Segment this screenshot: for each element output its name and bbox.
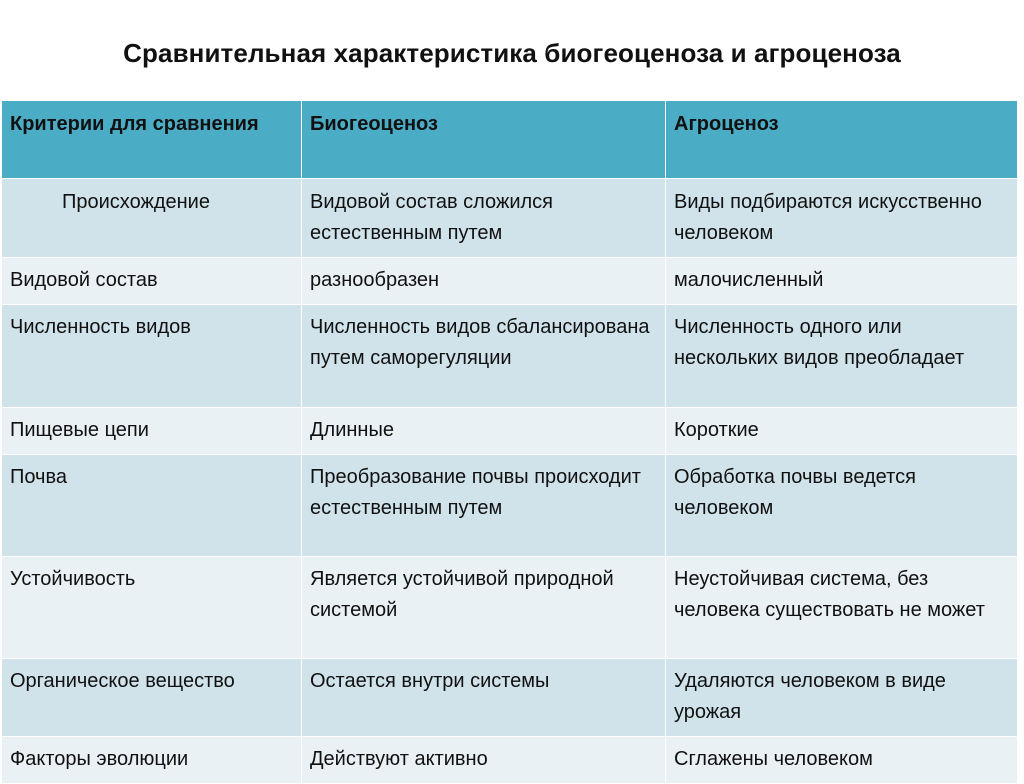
table-row [2, 305, 1018, 408]
biogeocenosis-cell: Остается внутри системы [302, 659, 666, 737]
agrocenosis-cell: Короткие [666, 408, 1018, 455]
table-row [2, 408, 1018, 455]
biogeocenosis-cell: Действуют активно [302, 737, 666, 784]
criterion-cell: Численность видов [2, 305, 302, 408]
header-agrocenosis: Агроценоз [666, 101, 1018, 179]
criterion-cell: Почва [2, 455, 302, 557]
agrocenosis-cell: Численность одного или нескольких видов преобладает [666, 305, 1018, 408]
criterion-cell: Факторы эволюции [2, 737, 302, 784]
agrocenosis-cell: Сглажены человеком [666, 737, 1018, 784]
criterion-cell: Органическое вещество [2, 659, 302, 737]
agrocenosis-cell: Обработка почвы ведется человеком [666, 455, 1018, 557]
biogeocenosis-cell: Является устойчивой природной системой [302, 557, 666, 659]
table-row [2, 179, 1018, 258]
header-criteria: Критерии для сравнения [2, 101, 302, 179]
agrocenosis-cell: Удаляются человеком в виде урожая [666, 659, 1018, 737]
table-row [2, 455, 1018, 557]
criterion-cell: Происхождение [2, 179, 302, 258]
criterion-cell: Пищевые цепи [2, 408, 302, 455]
criterion-cell: Устойчивость [2, 557, 302, 659]
header-biogeocenosis: Биогеоценоз [302, 101, 666, 179]
agrocenosis-cell: Неустойчивая система, без человека существовать не может [666, 557, 1018, 659]
biogeocenosis-cell: разнообразен [302, 258, 666, 305]
biogeocenosis-cell: Видовой состав сложился естественным путем [302, 179, 666, 258]
biogeocenosis-cell: Длинные [302, 408, 666, 455]
biogeocenosis-cell: Преобразование почвы происходит естественным путем [302, 455, 666, 557]
criterion-cell: Видовой состав [2, 258, 302, 305]
table-row [2, 659, 1018, 737]
biogeocenosis-cell: Численность видов сбалансирована путем саморегуляции [302, 305, 666, 408]
table-row [2, 258, 1018, 305]
page-title: Сравнительная характеристика биогеоценоза и агроценоза [123, 38, 901, 68]
comparison-table [1, 100, 1018, 784]
table-header-row [2, 101, 1018, 179]
table-row [2, 557, 1018, 659]
table-row [2, 737, 1018, 784]
agrocenosis-cell: Виды подбираются искусственно человеком [666, 179, 1018, 258]
agrocenosis-cell: малочисленный [666, 258, 1018, 305]
